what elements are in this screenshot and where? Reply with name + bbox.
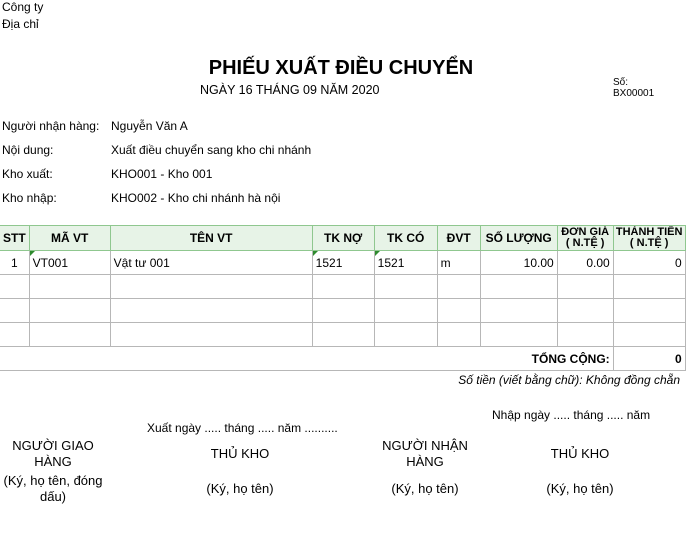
deliverer-note: (Ký, họ tên, đóng dấu) bbox=[3, 473, 103, 504]
receiver-note: (Ký, họ tên) bbox=[391, 481, 459, 496]
total-value: 0 bbox=[613, 347, 685, 371]
cell-unit-price: 0.00 bbox=[557, 251, 613, 275]
storekeeper-export-title: THỦ KHO bbox=[210, 446, 270, 461]
cell-name: Vật tư 001 bbox=[110, 251, 312, 275]
col-header-credit: TK CÓ bbox=[374, 226, 437, 251]
table-row bbox=[0, 251, 685, 275]
deliverer-title: NGƯỜI GIAO HÀNG bbox=[12, 438, 94, 469]
import-date-line: Nhập ngày ..... tháng ..... năm bbox=[492, 410, 651, 422]
total-label: TỔNG CỘNG: bbox=[0, 347, 613, 371]
items-table bbox=[0, 225, 686, 371]
table-row-empty bbox=[0, 275, 685, 299]
from-warehouse-label: Kho xuất: bbox=[2, 167, 53, 181]
receiver-title: NGƯỜI NHẬN HÀNG bbox=[382, 438, 468, 469]
export-date-line: Xuất ngày ..... tháng ..... năm .......... bbox=[147, 421, 338, 435]
col-header-stt: STT bbox=[0, 226, 29, 251]
company-label: Công ty bbox=[2, 0, 44, 14]
table-row-empty bbox=[0, 323, 685, 347]
col-header-name: TÊN VT bbox=[110, 226, 312, 251]
document-number-label: Số: bbox=[613, 77, 629, 88]
table-header-row bbox=[0, 226, 685, 251]
col-header-unit: ĐVT bbox=[437, 226, 480, 251]
cell-code: VT001 bbox=[29, 251, 110, 275]
storekeeper-import-title: THỦ KHO bbox=[550, 446, 610, 461]
amount-in-words: Số tiền (viết bằng chữ): Không đồng chẵn bbox=[458, 373, 680, 387]
cell-stt: 1 bbox=[0, 251, 29, 275]
address-label: Địa chỉ bbox=[2, 17, 39, 31]
cell-quantity: 10.00 bbox=[480, 251, 557, 275]
to-warehouse-value: KHO002 - Kho chi nhánh hà nội bbox=[111, 191, 281, 205]
cell-credit: 1521 bbox=[374, 251, 437, 275]
content-label: Nội dung: bbox=[2, 143, 54, 157]
from-warehouse-value: KHO001 - Kho 001 bbox=[111, 167, 213, 181]
col-header-unit-price: ĐƠN GIÁ ( N.TỆ ) bbox=[557, 226, 613, 251]
cell-amount: 0 bbox=[613, 251, 685, 275]
col-header-code: MÃ VT bbox=[29, 226, 110, 251]
storekeeper-import-note: (Ký, họ tên) bbox=[546, 481, 614, 496]
document-number bbox=[613, 77, 654, 99]
document-date: NGÀY 16 THÁNG 09 NĂM 2020 bbox=[200, 83, 380, 97]
col-header-debit: TK NỢ bbox=[312, 226, 374, 251]
col-header-quantity: SỐ LƯỢNG bbox=[480, 226, 557, 251]
col-header-amount: THÀNH TIỀN ( N.TỆ ) bbox=[613, 226, 685, 251]
storekeeper-export-note: (Ký, họ tên) bbox=[206, 481, 274, 496]
cell-unit: m bbox=[437, 251, 480, 275]
receiver-value: Nguyễn Văn A bbox=[111, 119, 188, 133]
receiver-label: Người nhận hàng: bbox=[2, 119, 100, 133]
document-number-value: BX00001 bbox=[613, 88, 655, 99]
cell-debit: 1521 bbox=[312, 251, 374, 275]
total-row bbox=[0, 347, 685, 371]
document-title: PHIẾU XUẤT ĐIỀU CHUYỂN bbox=[208, 57, 474, 79]
to-warehouse-label: Kho nhập: bbox=[2, 191, 57, 205]
content-value: Xuất điều chuyển sang kho chi nhánh bbox=[111, 143, 312, 157]
table-row-empty bbox=[0, 299, 685, 323]
